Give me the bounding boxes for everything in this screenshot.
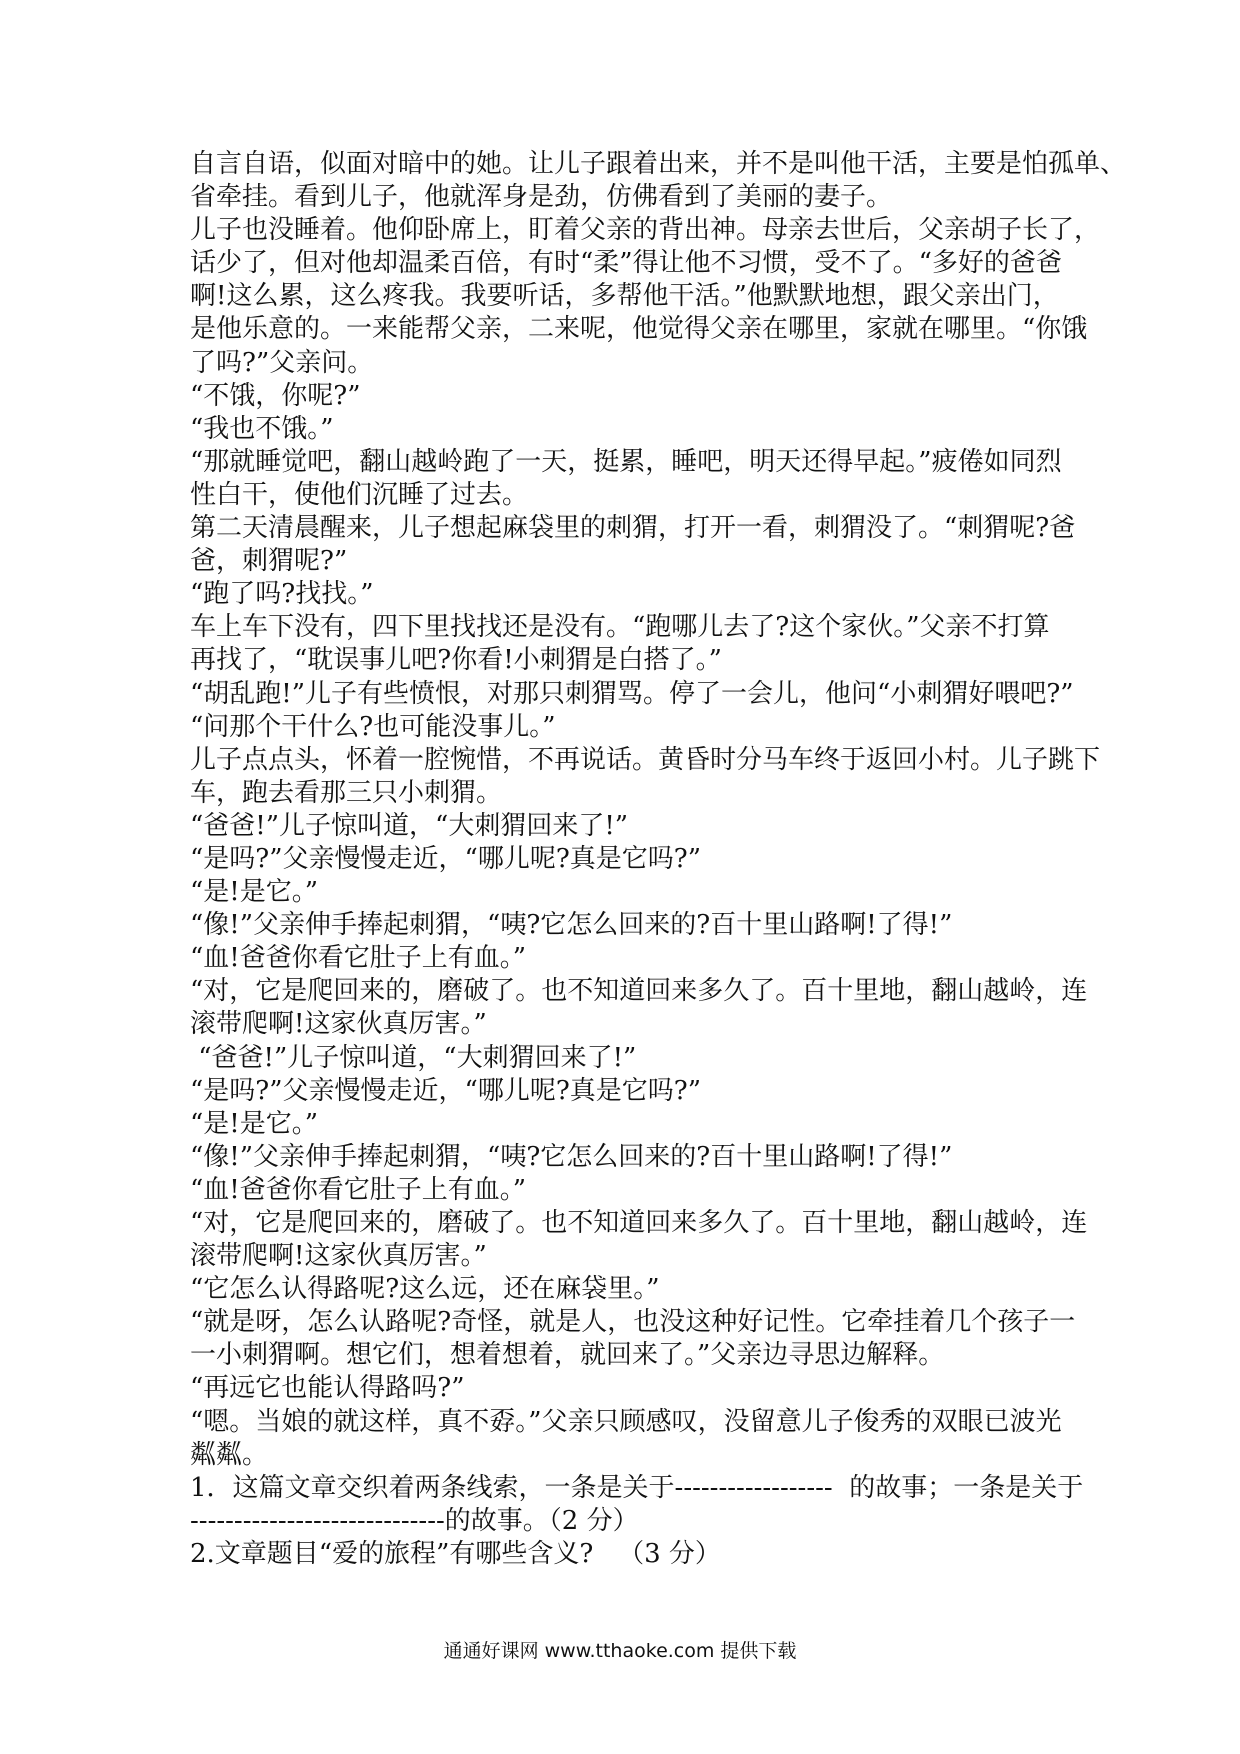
- text-line: -----------------------------的故事。（2 分）: [190, 1505, 639, 1536]
- text-line: “它怎么认得路呢?这么远，还在麻袋里。”: [190, 1274, 660, 1305]
- text-line: 省牵挂。看到儿子，他就浑身是劲，仿佛看到了美丽的妻子。: [190, 182, 893, 213]
- text-line: 啊!这么累，这么疼我。我要听话，多帮他干活。”他默默地想，跟父亲出门，: [190, 281, 1059, 312]
- text-line: “胡乱跑!”儿子有些愤恨，对那只刺猬骂。停了一会儿，他问“小刺猬好喂吧?”: [190, 678, 1074, 709]
- text-line: 粼粼。: [190, 1439, 269, 1470]
- text-line: 车，跑去看那三只小刺猬。: [190, 777, 503, 808]
- text-line: “爸爸!”儿子惊叫道，“大刺猬回来了!”: [190, 1042, 637, 1073]
- text-line: 1．这篇文章交织着两条线索，一条是关于------------------ 的故事；一条是关于: [190, 1472, 1084, 1503]
- text-line: 爸，刺猬呢?”: [190, 546, 348, 577]
- text-line: “就是呀，怎么认路呢?奇怪，就是人，也没这种好记性。它牵挂着几个孩子一: [190, 1307, 1076, 1338]
- text-line: 自言自语，似面对暗中的她。让儿子跟着出来，并不是叫他干活，主要是怕孤单、: [190, 149, 1127, 179]
- text-line: 2.文章题目“爱的旅程”有哪些含义? （3 分）: [190, 1538, 721, 1569]
- text-line: 滚带爬啊!这家伙真厉害。”: [190, 1241, 487, 1272]
- text-line: 车上车下没有，四下里找找还是没有。“跑哪儿去了?这个家伙。”父亲不打算: [190, 612, 1050, 643]
- text-line: “对，它是爬回来的，磨破了。也不知道回来多久了。百十里地，翻山越岭，连: [190, 976, 1088, 1007]
- text-line: “血!爸爸你看它肚子上有血。”: [190, 943, 527, 974]
- text-line: “血!爸爸你看它肚子上有血。”: [190, 1174, 527, 1205]
- text-line: “是!是它。”: [190, 877, 319, 908]
- text-line: “不饿，你呢?”: [190, 380, 361, 411]
- text-line: 儿子也没睡着。他仰卧席上，盯着父亲的背出神。母亲去世后，父亲胡子长了，: [190, 215, 1101, 246]
- text-line: 第二天清晨醒来，儿子想起麻袋里的刺猬，打开一看，刺猬没了。“刺猬呢?爸: [190, 513, 1076, 544]
- text-line: “是吗?”父亲慢慢走近，“哪儿呢?真是它吗?”: [190, 1075, 701, 1106]
- text-line: “问那个干什么?也可能没事儿。”: [190, 711, 556, 742]
- text-line: 一小刺猬啊。想它们，想着想着，就回来了。”父亲边寻思边解释。: [190, 1340, 945, 1371]
- text-line: 是他乐意的。一来能帮父亲，二来呢，他觉得父亲在哪里，家就在哪里。“你饿: [190, 314, 1088, 345]
- text-line: “爸爸!”儿子惊叫道，“大刺猬回来了!”: [190, 810, 629, 841]
- text-line: 性白干，使他们沉睡了过去。: [190, 479, 529, 510]
- text-line: “像!”父亲伸手捧起刺猬，“咦?它怎么回来的?百十里山路啊!了得!”: [190, 1141, 953, 1172]
- text-line: “再远它也能认得路吗?”: [190, 1373, 465, 1404]
- text-line: “跑了吗?找找。”: [190, 579, 374, 610]
- text-line: 儿子点点头，怀着一腔惋惜，不再说话。黄昏时分马车终于返回小村。儿子跳下: [190, 744, 1101, 775]
- text-line: “是吗?”父亲慢慢走近，“哪儿呢?真是它吗?”: [190, 843, 701, 874]
- text-line: “那就睡觉吧，翻山越岭跑了一天，挺累，睡吧，明天还得早起。”疲倦如同烈: [190, 446, 1062, 477]
- text-line: 话少了，但对他却温柔百倍，有时“柔”得让他不习惯，受不了。“多好的爸爸: [190, 248, 1062, 279]
- text-line: 再找了，“耽误事儿吧?你看!小刺猬是白搭了。”: [190, 645, 722, 676]
- text-line: 滚带爬啊!这家伙真厉害。”: [190, 1009, 487, 1040]
- text-line: “嗯。当娘的就这样，真不孬。”父亲只顾感叹，没留意儿子俊秀的双眼已波光: [190, 1406, 1062, 1437]
- story-text: [190, 148, 1127, 1571]
- text-line: 了吗?”父亲问。: [190, 347, 374, 378]
- text-line: “我也不饿。”: [190, 413, 334, 444]
- text-line: “像!”父亲伸手捧起刺猬，“咦?它怎么回来的?百十里山路啊!了得!”: [190, 910, 953, 941]
- text-line: “是!是它。”: [190, 1108, 319, 1139]
- text-line: “对，它是爬回来的，磨破了。也不知道回来多久了。百十里地，翻山越岭，连: [190, 1208, 1088, 1238]
- page-footer: 通通好课网 www.tthaoke.com 提供下载: [443, 1640, 797, 1662]
